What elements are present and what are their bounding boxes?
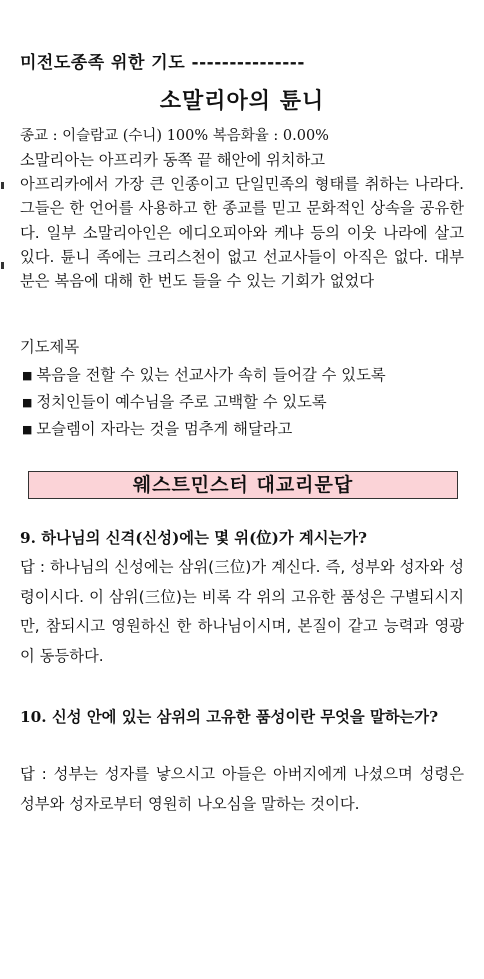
description-line: 소말리아는 아프리카 동쪽 끝 해안에 위치하고	[20, 151, 326, 169]
margin-mark	[1, 262, 4, 269]
square-bullet-icon: ■	[22, 423, 33, 436]
prayer-list	[22, 362, 386, 443]
square-bullet-icon: ■	[22, 369, 33, 382]
religion-info: 종교 : 이슬람교 (수니) 100% 복음화율 : 0.00%	[20, 128, 329, 144]
prayer-item	[22, 362, 386, 389]
square-bullet-icon: ■	[22, 396, 33, 409]
question-10: 10. 신성 안에 있는 삼위의 고유한 품성이란 무엇을 말하는가?	[20, 708, 439, 726]
prayer-item-text: 복음을 전할 수 있는 선교사가 속히 들어갈 수 있도록	[36, 366, 386, 384]
prayer-item	[22, 389, 386, 416]
prayer-item-text: 모슬렘이 자라는 것을 멈추게 해달라고	[36, 420, 293, 438]
description-text	[20, 148, 464, 293]
question-9: 9. 하나님의 신격(신성)에는 몇 위(位)가 계시는가?	[20, 529, 368, 547]
section-label: 미전도종족 위한 기도 ---------------	[20, 53, 305, 73]
page-title: 소말리아의 튠니	[159, 89, 325, 114]
description-paragraph: 아프리카에서 가장 큰 인종이고 단일민족의 형태를 취하는 나라다. 그들은 한 언어를 사용하고 한 종교를 믿고 문화적인 상속을 공유한다. 일부 소말리아인은 에디오피아와 케냐 등의 이웃 나라에 살고 있다. 튠니 족에는 크리스천이 없고 선교사들이 아직은 없다. 대부분은 복음에 대해 한 번도 들을 수 있는 기회가 없었다	[20, 175, 464, 291]
answer-9: 답 : 하나님의 신성에는 삼위(三位)가 계신다. 즉, 성부와 성자와 성령이시다. 이 삼위(三位)는 비록 각 위의 고유한 품성은 구별되시지만, 참되시고 영원하신 한 하나님이시며, 본질이 같고 능력과 영광이 동등하다.	[20, 558, 464, 665]
margin-mark	[1, 182, 4, 189]
answer-10: 답 : 성부는 성자를 낳으시고 아들은 아버지에게 나셨으며 성령은 성부와 성자로부터 영원히 나오심을 말하는 것이다.	[20, 765, 464, 813]
prayer-heading: 기도제목	[20, 338, 80, 356]
prayer-item-text: 정치인들이 예수님을 주로 고백할 수 있도록	[36, 393, 327, 411]
catechism-title-box: 웨스트민스터 대교리문답	[28, 471, 458, 499]
prayer-item	[22, 416, 386, 443]
